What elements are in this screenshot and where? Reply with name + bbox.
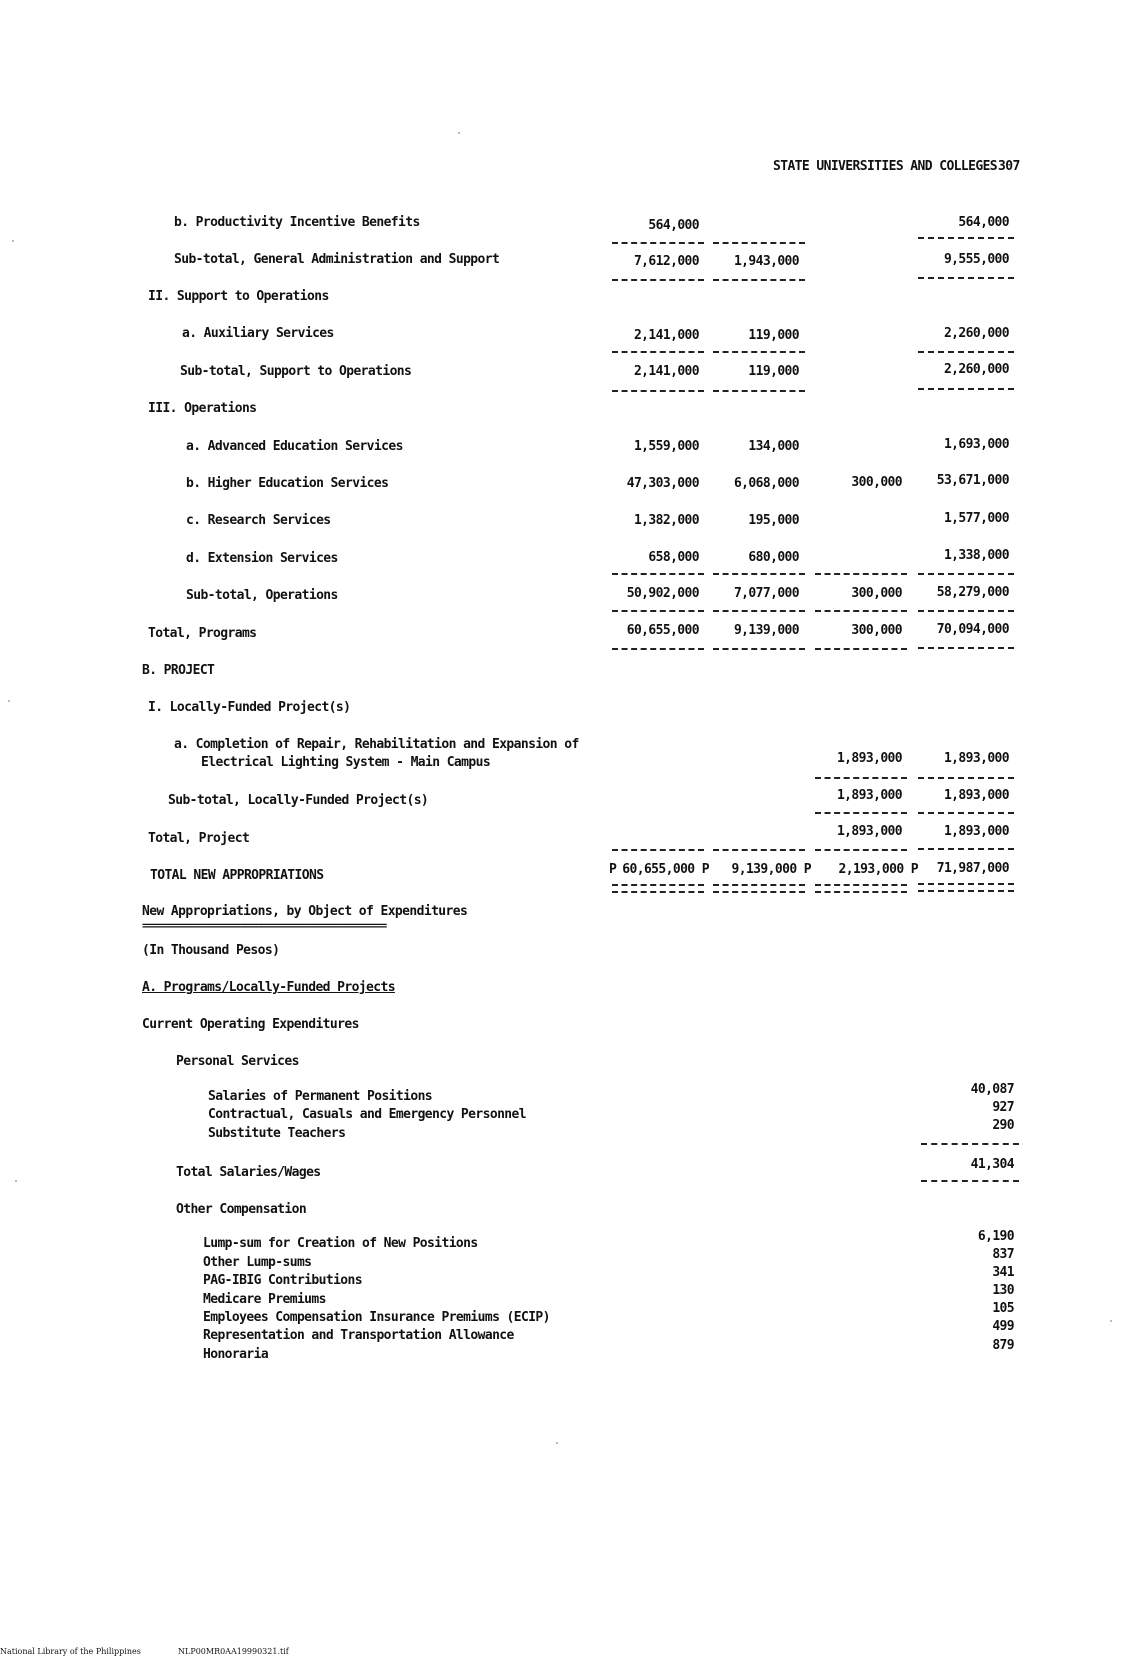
cell-value: 1,893,000	[943, 788, 1009, 803]
cell-value: 1,382,000	[633, 513, 699, 528]
cell-value: 119,000	[748, 328, 799, 343]
page-number: 307	[998, 159, 1020, 174]
cell-value: 680,000	[748, 550, 799, 565]
cell-value: 1,559,000	[633, 439, 699, 454]
rule	[713, 573, 805, 575]
cell-value: 195,000	[748, 513, 799, 528]
rule	[918, 388, 1014, 390]
scan-speck	[458, 132, 460, 134]
rule	[815, 812, 907, 814]
rule	[713, 279, 805, 281]
section-heading: II. Support to Operations	[148, 289, 329, 304]
grand-total-label: TOTAL NEW APPROPRIATIONS	[150, 868, 324, 883]
row-label: b. Higher Education Services	[186, 476, 389, 491]
rule	[713, 610, 805, 612]
footer-library: National Library of the Philippines	[0, 1647, 141, 1656]
row-label: Sub-total, General Administration and Support	[174, 252, 500, 267]
row-label: d. Extension Services	[186, 551, 338, 566]
row-label: Sub-total, Locally-Funded Project(s)	[168, 793, 429, 808]
rule	[918, 647, 1014, 649]
rule	[918, 610, 1014, 612]
scan-speck	[1110, 1320, 1112, 1322]
expenditure-value: 130	[992, 1283, 1014, 1298]
cell-value: 1,693,000	[943, 437, 1009, 452]
cell-value: 9,139,000 P	[731, 862, 811, 877]
row-label: Total, Project	[148, 831, 250, 846]
expenditure-label: Medicare Premiums	[203, 1292, 326, 1307]
expenditure-value: 837	[992, 1247, 1014, 1262]
rule	[921, 1180, 1019, 1182]
rule	[815, 573, 907, 575]
row-label: a. Completion of Repair, Rehabilitation and Expansion of	[174, 737, 579, 752]
expenditure-label: Lump-sum for Creation of New Positions	[203, 1236, 478, 1251]
rule	[918, 351, 1014, 353]
rule	[612, 279, 704, 281]
cell-value: 2,193,000 P	[838, 862, 918, 877]
subsection-heading: Personal Services	[176, 1054, 299, 1069]
cell-value: 2,260,000	[943, 326, 1009, 341]
cell-value: 300,000	[851, 623, 902, 638]
rule	[612, 573, 704, 575]
double-rule	[815, 884, 907, 893]
scan-speck	[12, 240, 14, 242]
row-label: b. Productivity Incentive Benefits	[174, 215, 420, 230]
rule	[815, 610, 907, 612]
section-heading: III. Operations	[148, 401, 257, 416]
cell-value: 1,943,000	[733, 254, 799, 269]
rule	[918, 277, 1014, 279]
expenditure-value: 341	[992, 1265, 1014, 1280]
expenditure-value: 499	[992, 1319, 1014, 1334]
cell-value: 1,893,000	[836, 788, 902, 803]
scan-speck	[556, 1442, 558, 1444]
cell-value: 564,000	[648, 218, 699, 233]
expenditure-value: 879	[992, 1338, 1014, 1353]
rule	[713, 242, 805, 244]
cell-value: 7,077,000	[733, 586, 799, 601]
cell-value: 71,987,000	[936, 861, 1009, 876]
cell-value: 7,612,000	[633, 254, 699, 269]
rule	[918, 573, 1014, 575]
cell-value: 658,000	[648, 550, 699, 565]
rule	[815, 777, 907, 779]
cell-value: 119,000	[748, 364, 799, 379]
rule	[918, 777, 1014, 779]
cell-value: 564,000	[958, 215, 1009, 230]
unit-note: (In Thousand Pesos)	[142, 943, 280, 958]
cell-value: 2,260,000	[943, 362, 1009, 377]
cell-value: 58,279,000	[936, 585, 1009, 600]
cell-value: 60,655,000 P	[622, 862, 709, 877]
expenditure-label: PAG-IBIG Contributions	[203, 1273, 362, 1288]
cell-value: 1,338,000	[943, 548, 1009, 563]
scan-speck	[8, 700, 10, 702]
cell-value: 1,893,000	[943, 751, 1009, 766]
peso-sign: P	[609, 862, 617, 877]
rule	[921, 1143, 1019, 1145]
double-rule	[713, 884, 805, 893]
scan-speck	[15, 1180, 17, 1182]
expenditure-value: 927	[992, 1100, 1014, 1115]
cell-value: 9,139,000	[733, 623, 799, 638]
section-heading: B. PROJECT	[142, 663, 215, 678]
rule	[918, 237, 1014, 239]
cell-value: 1,577,000	[943, 511, 1009, 526]
rule	[612, 351, 704, 353]
cell-value: 60,655,000	[626, 623, 699, 638]
cell-value: 300,000	[851, 586, 902, 601]
rule	[612, 610, 704, 612]
double-rule	[612, 884, 704, 893]
cell-value: 1,893,000	[836, 751, 902, 766]
total-label: Total Salaries/Wages	[176, 1165, 321, 1180]
cell-value: 47,303,000	[626, 476, 699, 491]
subsection-heading: Other Compensation	[176, 1202, 307, 1217]
expenditure-label: Contractual, Casuals and Emergency Personnel	[208, 1107, 526, 1122]
rule	[815, 648, 907, 650]
cell-value: 300,000	[851, 475, 902, 490]
rule	[713, 648, 805, 650]
footer-file: NLP00MR0AA19990321.tif	[178, 1647, 289, 1656]
rule	[918, 812, 1014, 814]
double-rule	[918, 883, 1014, 892]
row-label: Total, Programs	[148, 626, 257, 641]
cell-value: 1,893,000	[943, 824, 1009, 839]
rule	[713, 390, 805, 392]
row-label: Sub-total, Support to Operations	[180, 364, 412, 379]
expenditure-label: Employees Compensation Insurance Premiums (ECIP)	[203, 1310, 550, 1325]
expenditure-label: Representation and Transportation Allowance	[203, 1328, 514, 1343]
rule	[713, 849, 805, 851]
row-label-continued: Electrical Lighting System - Main Campus	[201, 755, 491, 770]
expenditure-label: Honoraria	[203, 1347, 269, 1362]
rule	[612, 390, 704, 392]
cell-value: 1,893,000	[836, 824, 902, 839]
cell-value: 2,141,000	[633, 364, 699, 379]
section-title-underline: =============================================	[142, 919, 387, 932]
page-header-title: STATE UNIVERSITIES AND COLLEGES	[773, 159, 998, 174]
expenditure-label: Substitute Teachers	[208, 1126, 346, 1141]
row-label: a. Advanced Education Services	[186, 439, 403, 454]
expenditure-label: Other Lump-sums	[203, 1255, 312, 1270]
rule	[918, 848, 1014, 850]
rule	[612, 648, 704, 650]
rule	[612, 849, 704, 851]
expenditure-value: 40,087	[970, 1082, 1014, 1097]
cell-value: 9,555,000	[943, 252, 1009, 267]
expenditure-value: 290	[992, 1118, 1014, 1133]
row-label: c. Research Services	[186, 513, 331, 528]
row-label: Sub-total, Operations	[186, 588, 338, 603]
cell-value: 70,094,000	[936, 622, 1009, 637]
row-label: a. Auxiliary Services	[182, 326, 334, 341]
cell-value: 134,000	[748, 439, 799, 454]
cell-value: 2,141,000	[633, 328, 699, 343]
rule	[815, 849, 907, 851]
cell-value: 6,068,000	[733, 476, 799, 491]
section-heading: I. Locally-Funded Project(s)	[148, 700, 351, 715]
section-title: New Appropriations, by Object of Expenditures	[142, 904, 468, 919]
total-value: 41,304	[970, 1157, 1014, 1172]
cell-value: 50,902,000	[626, 586, 699, 601]
expenditure-label: Salaries of Permanent Positions	[208, 1089, 433, 1104]
part-heading: A. Programs/Locally-Funded Projects	[142, 980, 395, 995]
expenditure-value: 6,190	[977, 1229, 1014, 1244]
rule	[713, 351, 805, 353]
rule	[612, 242, 704, 244]
subsection-heading: Current Operating Expenditures	[142, 1017, 359, 1032]
cell-value: 53,671,000	[936, 473, 1009, 488]
expenditure-value: 105	[992, 1301, 1014, 1316]
